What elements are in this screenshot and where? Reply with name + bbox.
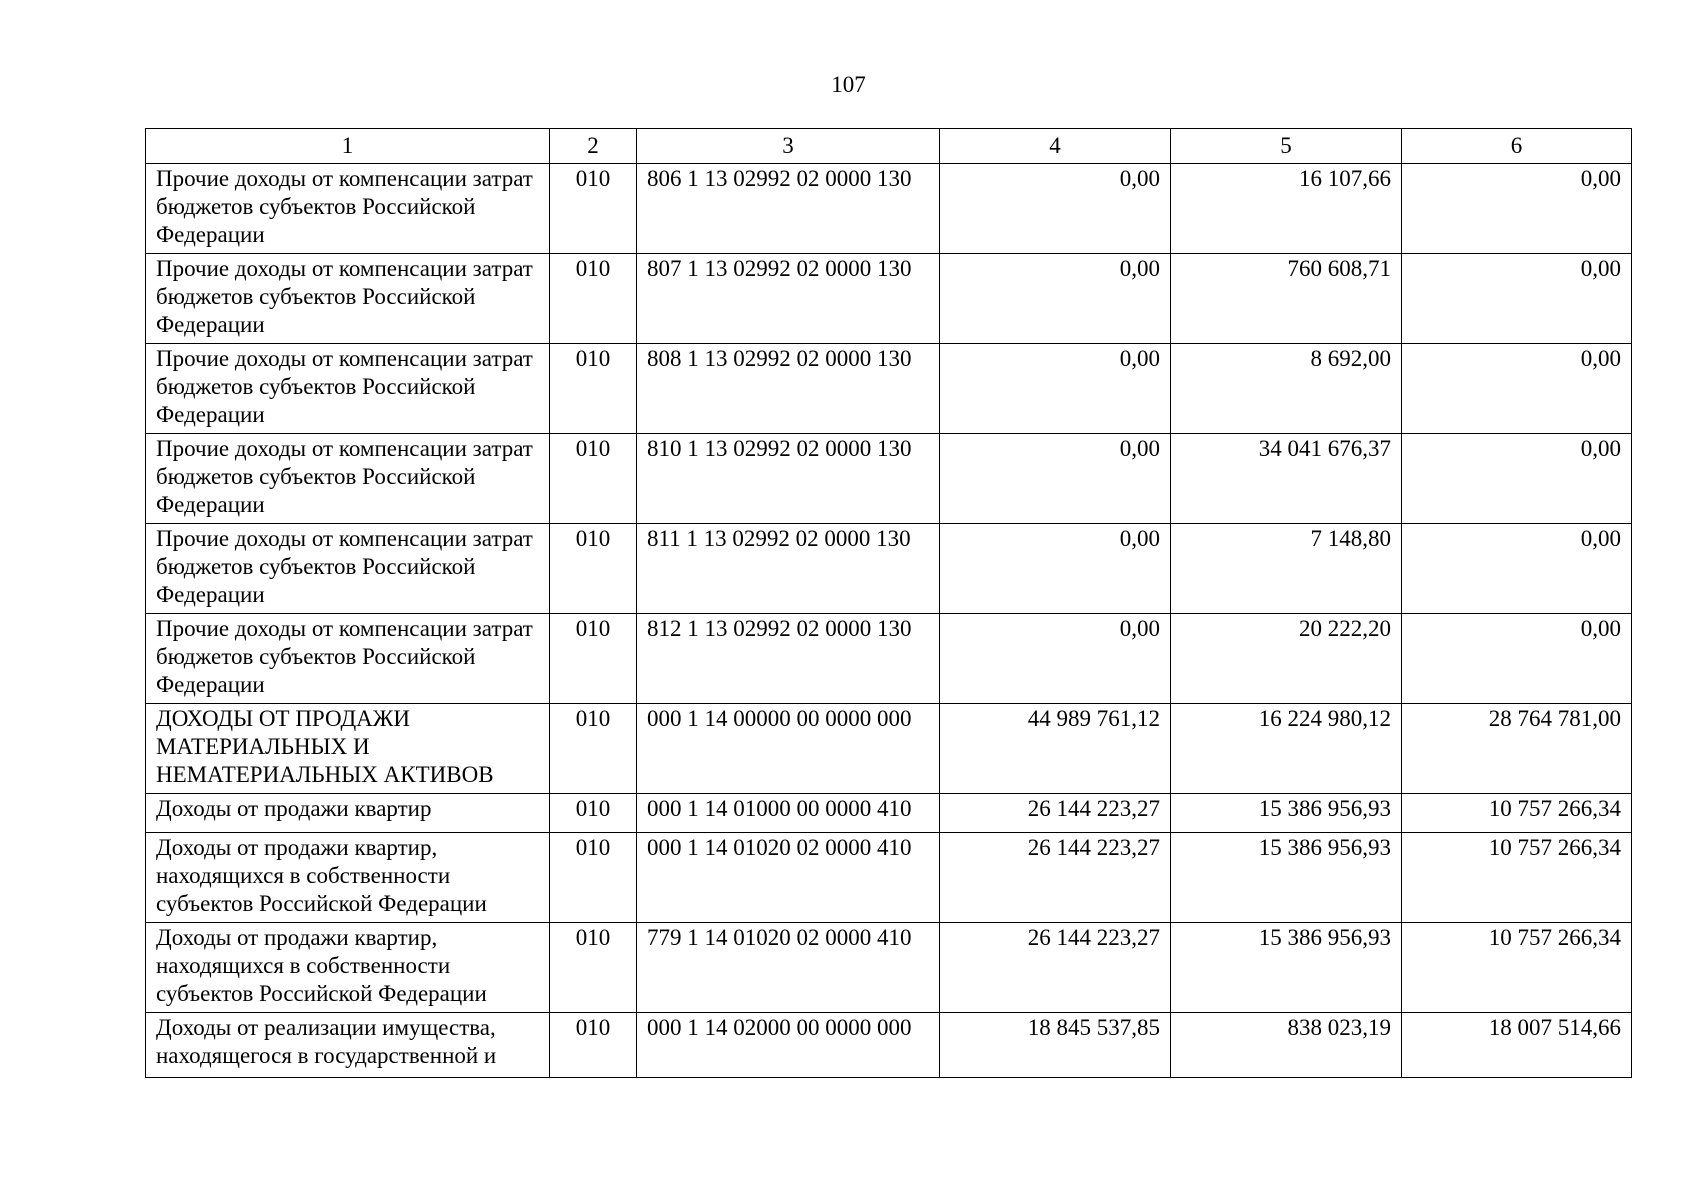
row-col4-value: 44 989 761,12 <box>940 704 1171 794</box>
row-col6-value: 0,00 <box>1402 344 1632 434</box>
row-col6-value: 10 757 266,34 <box>1402 794 1632 833</box>
row-line-code: 010 <box>550 524 637 614</box>
row-budget-code: 806 1 13 02992 02 0000 130 <box>637 164 940 254</box>
row-line-code: 010 <box>550 434 637 524</box>
row-line-code: 010 <box>550 833 637 923</box>
row-budget-code: 808 1 13 02992 02 0000 130 <box>637 344 940 434</box>
row-col5-value: 15 386 956,93 <box>1171 923 1402 1013</box>
row-name: Прочие доходы от компенсации затрат бюджетов субъектов Российской Федерации <box>146 344 550 434</box>
row-line-code: 010 <box>550 794 637 833</box>
row-col4-value: 0,00 <box>940 164 1171 254</box>
row-budget-code: 000 1 14 02000 00 0000 000 <box>637 1013 940 1078</box>
row-col6-value: 10 757 266,34 <box>1402 923 1632 1013</box>
row-budget-code: 807 1 13 02992 02 0000 130 <box>637 254 940 344</box>
table-row <box>146 434 1632 524</box>
table-row <box>146 254 1632 344</box>
row-name: Прочие доходы от компенсации затрат бюджетов субъектов Российской Федерации <box>146 524 550 614</box>
row-line-code: 010 <box>550 164 637 254</box>
row-name: Прочие доходы от компенсации затрат бюджетов субъектов Российской Федерации <box>146 434 550 524</box>
table-header-row <box>146 129 1632 164</box>
row-col4-value: 26 144 223,27 <box>940 923 1171 1013</box>
row-col4-value: 0,00 <box>940 614 1171 704</box>
row-col5-value: 760 608,71 <box>1171 254 1402 344</box>
row-col4-value: 0,00 <box>940 344 1171 434</box>
row-line-code: 010 <box>550 344 637 434</box>
row-col5-value: 16 224 980,12 <box>1171 704 1402 794</box>
row-col4-value: 18 845 537,85 <box>940 1013 1171 1078</box>
table-row <box>146 794 1632 833</box>
row-name: Прочие доходы от компенсации затрат бюджетов субъектов Российской Федерации <box>146 164 550 254</box>
row-col5-value: 8 692,00 <box>1171 344 1402 434</box>
table-row <box>146 164 1632 254</box>
row-budget-code: 000 1 14 00000 00 0000 000 <box>637 704 940 794</box>
row-budget-code: 000 1 14 01000 00 0000 410 <box>637 794 940 833</box>
row-col6-value: 0,00 <box>1402 164 1632 254</box>
row-col5-value: 7 148,80 <box>1171 524 1402 614</box>
table-row <box>146 833 1632 923</box>
column-header: 3 <box>637 129 940 164</box>
table-row <box>146 344 1632 434</box>
row-col6-value: 10 757 266,34 <box>1402 833 1632 923</box>
row-budget-code: 812 1 13 02992 02 0000 130 <box>637 614 940 704</box>
row-line-code: 010 <box>550 1013 637 1078</box>
row-name: Прочие доходы от компенсации затрат бюджетов субъектов Российской Федерации <box>146 614 550 704</box>
row-col4-value: 0,00 <box>940 254 1171 344</box>
row-col5-value: 15 386 956,93 <box>1171 833 1402 923</box>
row-budget-code: 811 1 13 02992 02 0000 130 <box>637 524 940 614</box>
row-col5-value: 15 386 956,93 <box>1171 794 1402 833</box>
row-name: Доходы от продажи квартир <box>146 794 550 833</box>
row-col6-value: 0,00 <box>1402 434 1632 524</box>
row-col4-value: 0,00 <box>940 524 1171 614</box>
column-header: 2 <box>550 129 637 164</box>
row-name: Доходы от продажи квартир, находящихся в собственности субъектов Российской Федерации <box>146 923 550 1013</box>
row-line-code: 010 <box>550 923 637 1013</box>
row-budget-code: 810 1 13 02992 02 0000 130 <box>637 434 940 524</box>
row-name: Доходы от реализации имущества, находящегося в государственной и <box>146 1013 550 1078</box>
row-budget-code: 779 1 14 01020 02 0000 410 <box>637 923 940 1013</box>
row-col4-value: 0,00 <box>940 434 1171 524</box>
row-col5-value: 20 222,20 <box>1171 614 1402 704</box>
column-header: 4 <box>940 129 1171 164</box>
row-col6-value: 0,00 <box>1402 254 1632 344</box>
row-name: ДОХОДЫ ОТ ПРОДАЖИ МАТЕРИАЛЬНЫХ И НЕМАТЕРИАЛЬНЫХ АКТИВОВ <box>146 704 550 794</box>
row-col5-value: 34 041 676,37 <box>1171 434 1402 524</box>
column-header: 6 <box>1402 129 1632 164</box>
row-col5-value: 838 023,19 <box>1171 1013 1402 1078</box>
table-row <box>146 1013 1632 1078</box>
table-row <box>146 704 1632 794</box>
table-row <box>146 614 1632 704</box>
row-col5-value: 16 107,66 <box>1171 164 1402 254</box>
row-name: Доходы от продажи квартир, находящихся в собственности субъектов Российской Федерации <box>146 833 550 923</box>
page-number: 107 <box>831 72 866 97</box>
row-line-code: 010 <box>550 254 637 344</box>
row-col4-value: 26 144 223,27 <box>940 794 1171 833</box>
column-header: 5 <box>1171 129 1402 164</box>
table-row <box>146 524 1632 614</box>
row-col6-value: 28 764 781,00 <box>1402 704 1632 794</box>
row-col6-value: 18 007 514,66 <box>1402 1013 1632 1078</box>
row-col6-value: 0,00 <box>1402 614 1632 704</box>
row-budget-code: 000 1 14 01020 02 0000 410 <box>637 833 940 923</box>
row-col4-value: 26 144 223,27 <box>940 833 1171 923</box>
table-row <box>146 923 1632 1013</box>
row-col6-value: 0,00 <box>1402 524 1632 614</box>
row-line-code: 010 <box>550 704 637 794</box>
column-header: 1 <box>146 129 550 164</box>
row-name: Прочие доходы от компенсации затрат бюджетов субъектов Российской Федерации <box>146 254 550 344</box>
revenue-table <box>145 128 1632 1078</box>
row-line-code: 010 <box>550 614 637 704</box>
